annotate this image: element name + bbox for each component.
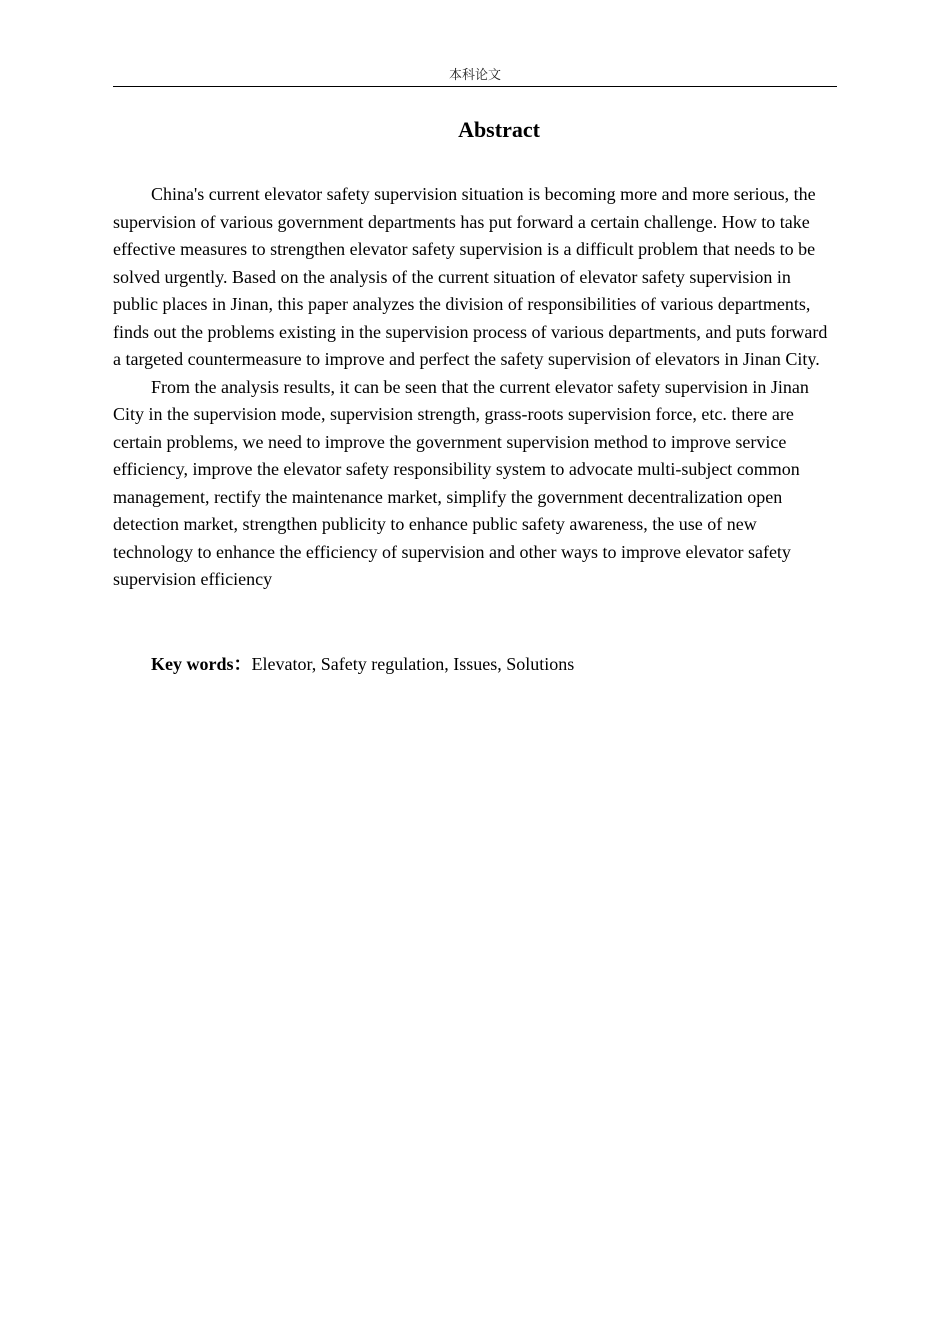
abstract-paragraph-2: From the analysis results, it can be seen that the current elevator safety supervision in Jinan City in the supervision mode, supervision strength, grass-roots supervision force, etc. there are certain problems, we need to improve the government supervision method to improve service efficiency, improve the elevator safety responsibility system to advocate multi-subject common management, rectify the maintenance market, simplify the government decentralization open detection market, strengthen publicity to enhance public safety awareness, the use of new technology to enhance the efficiency of supervision and other ways to improve elevator safety supervision efficiency <box>113 376 809 589</box>
abstract-body <box>113 181 837 594</box>
abstract-paragraph-1: China's current elevator safety supervision situation is becoming more and more serious, the supervision of various government departments has put forward a certain challenge. How to take effective measures to strengthen elevator safety supervision is a difficult problem that needs to be solved urgently. Based on the analysis of the current situation of elevator safety supervision in public places in Jinan, this paper analyzes the division of responsibilities of various departments, finds out the problems existing in the supervision process of various departments, and puts forward a targeted countermeasure to improve and perfect the safety supervision of elevators in Jinan City. <box>113 184 828 369</box>
abstract-title: Abstract <box>458 117 540 142</box>
keywords-label: Key words： <box>151 654 252 674</box>
keywords-line <box>113 650 837 678</box>
running-header-title: 本科论文 <box>448 68 501 83</box>
keywords-list: Elevator, Safety regulation, Issues, Solutions <box>251 654 575 674</box>
running-header <box>113 66 837 87</box>
